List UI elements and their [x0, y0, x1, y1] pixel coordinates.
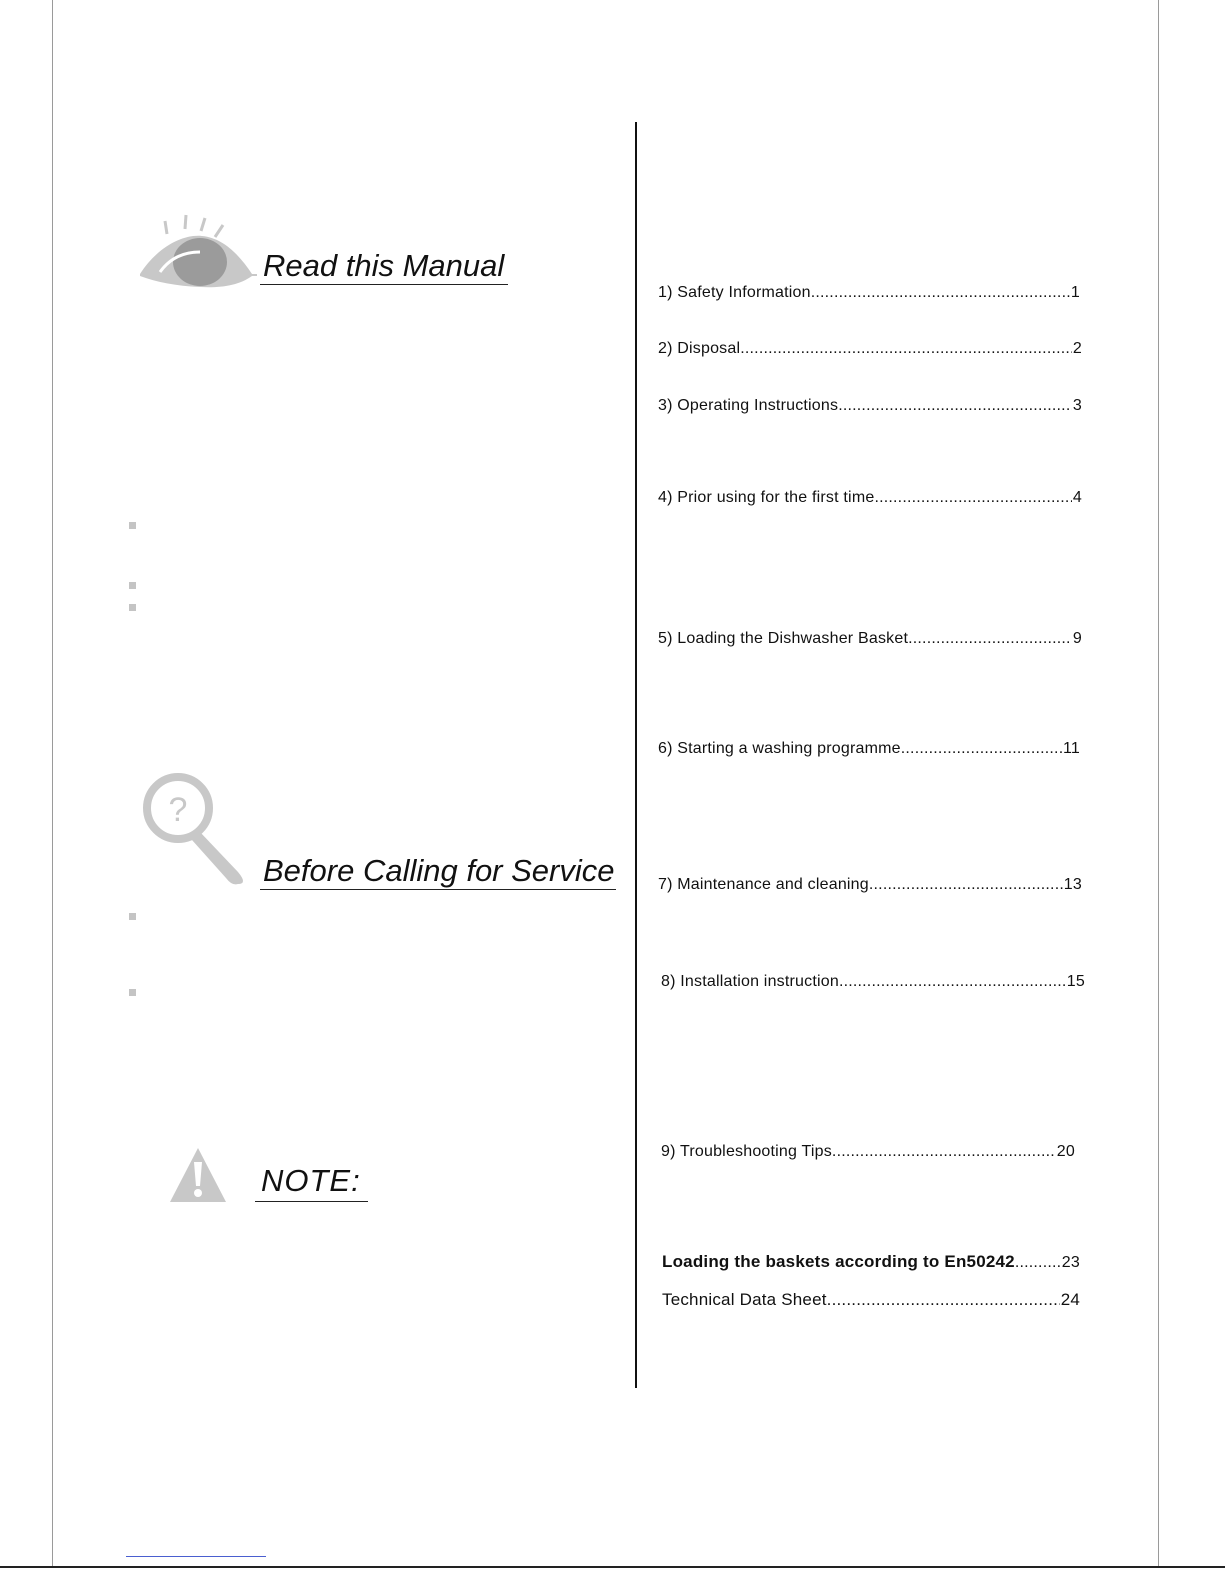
toc-label: Technical Data Sheet: [662, 1290, 827, 1309]
toc-label: 8) Installation instruction: [661, 973, 839, 990]
toc-entry[interactable]: [658, 284, 1080, 302]
before-service-underline: [260, 889, 616, 890]
eye-icon: [138, 212, 260, 294]
toc-entry[interactable]: [662, 1252, 1080, 1272]
toc-entry[interactable]: [658, 397, 1082, 415]
before-service-heading: Before Calling for Service: [263, 853, 615, 888]
column-divider: [635, 122, 637, 1388]
toc-label: 9) Troubleshooting Tips: [661, 1143, 832, 1160]
bullet: [129, 913, 136, 920]
magnifier-question-icon: [140, 770, 250, 888]
svg-text:?: ?: [168, 791, 188, 829]
toc-entry[interactable]: [658, 740, 1080, 758]
toc-label: 6) Starting a washing programme: [658, 740, 901, 757]
toc-label: 1) Safety Information: [658, 284, 811, 301]
bullet: [129, 989, 136, 996]
toc-entry[interactable]: [658, 489, 1082, 507]
toc-label: 2) Disposal: [658, 340, 741, 357]
read-manual-heading: Read this Manual: [263, 248, 505, 283]
note-heading: NOTE:: [261, 1163, 361, 1198]
page-edge-bottom: [0, 1566, 1225, 1568]
toc-page: 9: [1072, 630, 1082, 647]
toc-page: 1: [1070, 284, 1080, 301]
toc-label: 3) Operating Instructions: [658, 397, 839, 414]
toc-entry[interactable]: [658, 630, 1082, 648]
toc-label: 5) Loading the Dishwasher Basket: [658, 630, 909, 647]
toc-label: 7) Maintenance and cleaning: [658, 876, 869, 893]
toc-page: 2: [1072, 340, 1082, 357]
toc-page: 3: [1072, 397, 1082, 414]
toc-page: 20: [1056, 1143, 1075, 1160]
toc-entry[interactable]: [661, 1143, 1075, 1161]
toc-page: 11: [1062, 740, 1080, 757]
toc-entry[interactable]: [658, 876, 1082, 894]
page-edge-left: [52, 0, 53, 1568]
toc-entry[interactable]: [661, 973, 1085, 991]
toc-page: 24: [1060, 1290, 1080, 1309]
note-underline: [255, 1201, 368, 1202]
footer-link-line: [126, 1556, 266, 1557]
read-manual-underline: [260, 284, 508, 285]
toc-entry[interactable]: [658, 340, 1082, 358]
toc-entry[interactable]: [662, 1290, 1080, 1310]
toc-label: 4) Prior using for the first time: [658, 489, 875, 506]
toc-page: 13: [1063, 876, 1082, 893]
bullet: [129, 522, 136, 529]
bullet: [129, 582, 136, 589]
toc-page: 23: [1061, 1254, 1080, 1271]
page-edge-right: [1158, 0, 1159, 1568]
bullet: [129, 604, 136, 611]
toc-page: 15: [1066, 973, 1085, 990]
toc-page: 4: [1072, 489, 1082, 506]
toc-label: Loading the baskets according to En50242: [662, 1252, 1015, 1271]
warning-icon: [168, 1146, 228, 1204]
